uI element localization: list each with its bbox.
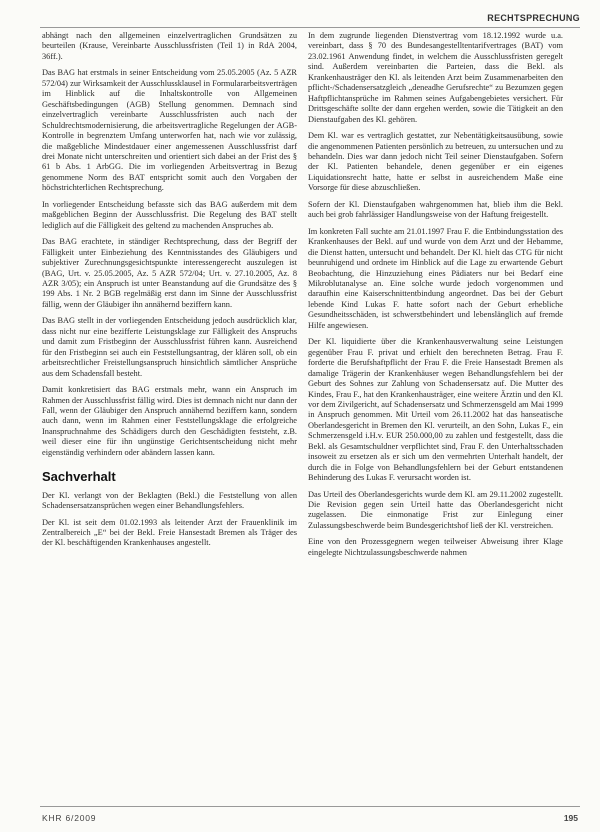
body-paragraph: Sofern der Kl. Dienstaufgaben wahrgenommen hat, blieb ihm die Bekl. auch bei grob fahrlässiger Handlungsweise von der Haftung freigestellt. <box>308 199 563 220</box>
left-column <box>42 31 297 549</box>
page-header <box>0 0 600 30</box>
body-paragraph: Dem Kl. war es vertraglich gestattet, zur Nebentätigkeitsausübung, sowie die angenommenen Patienten persönlich zu betreuen, zu untersuchen und zu behandeln. Dies war dann jedoch nicht Teil seiner Dienstaufgaben. Sofern der Kl. Patienten behandele, denen gegenüber er ein eigenes Liquidationsrecht hatte, hatte er selbst in ausreichendem Maße eine Vorsorge für diese abzuschließen. <box>308 131 563 193</box>
body-paragraph: abhängt nach den allgemeinen einzelvertraglichen Grundsätzen zu beurteilen (Krause, Vereinbarte Ausschlussfristen (Teil 1) in RdA 2004, 36ff.). <box>42 31 297 61</box>
section-heading: Sachverhalt <box>42 469 116 485</box>
journal-issue: KHR 6/2009 <box>42 813 97 823</box>
footer-rule <box>40 806 580 807</box>
body-paragraph: Im konkreten Fall suchte am 21.01.1997 Frau F. die Entbindungsstation des Krankenhauses der Bekl. auf und wurde von dem Arzt und der Hebamme, die Dienst hatten, untersucht und behandelt. Der Kl. hielt das CTG für nicht beunruhigend und ordnete im Hinblick auf die Lage zu erwartende Geburt Beobachtung, die Hinzuziehung eines Pädiaters nur bei Bedarf eine Mikroblutanalyse an. Eine solche wurde jedoch vorgenommen und daraufhin eine Kaiserschnittentbindung angeordnet. Das bei der Geburt lebende Kind Lukas F. hatte sofort nach der Geburt erhebliche Gesundheitsschäden, ist schwerstbehindert und lebenslänglich auf fremde Hilfe angewiesen. <box>308 226 563 330</box>
body-paragraph: Damit konkretisiert das BAG erstmals mehr, wann ein Anspruch im Rahmen der Ausschlussfrist fällig wird. Dies ist demnach nicht nur dann der Fall, wenn der Gläubiger den Anspruch annähernd beziffern kann, sondern auch dann, wenn im Rahmen einer Feststellungsklage die erfolgreiche Inanspruchnahme des Schädigers durch den Geschädigten feststeht, z.B. weil dieser eine für ihn ungünstige Gerichtsentscheidung nicht mehr eigenständig verhindern oder abändern lassen kann. <box>42 385 297 457</box>
body-paragraph: Das BAG erachtete, in ständiger Rechtsprechung, dass der Begriff der Fälligkeit unter Einbeziehung des Kenntnisstandes des Gläubigers und subjektiver Zurechnungsgesichtspunkte interessengerecht auszulegen ist (BAG, Urt. v. 25.05.2005, Az. 5 AZR 572/04; Urt. v. 27.10.2005, Az. 8 AZR 3/05); ein Anspruch ist unter Beanstandung auf die Grundsätze des § 199 Abs. 1 Nr. 2 BGB regelmäßig erst dann im Sinne der Ausschlussfrist fällig, wenn der Gläubiger ihn annähernd beziffern kann. <box>42 237 297 309</box>
body-paragraph: In vorliegender Entscheidung befasste sich das BAG außerdem mit dem maßgeblichen Beginn der Ausschlussfrist. Die Regelung des BAT stellt lediglich auf die Fälligkeit des geltend zu machenden Anspruches ab. <box>42 199 297 230</box>
page-number: 195 <box>563 813 578 823</box>
body-paragraph: Eine von den Prozessgegnern wegen teilweiser Abweisung ihrer Klage eingelegte Nichtzulassungsbeschwerde nahmen <box>308 537 563 557</box>
body-paragraph: In dem zugrunde liegenden Dienstvertrag vom 18.12.1992 wurde u.a. vereinbart, dass § 70 des Bundesangestelltentarifvertrages (BAT) vom 23.02.1961 Anwendung findet, in welchem die Ausschlussfristen geregelt sind. Außerdem vereinbarten die Parteien, dass die Bekl. als Krankenhausträger den Kl. als leitenden Arzt beim Zusammenarbeiten den pflicht-/Schadensersatzgleich „deneadhe Gerufsrechte“ zu Bezumzen gegen Haftpflichtansprüche im Rahmen seines Aufgabengebietes versichert. Für Drittsgeschäfte sollte der dann ergehen werden, sowie die Tätigkeit an den Dienstaufgaben des Kl. gehören. <box>308 31 563 124</box>
header-rule <box>40 27 580 28</box>
right-column <box>308 31 563 558</box>
page-footer <box>40 800 580 832</box>
body-paragraph: Der Kl. verlangt von der Beklagten (Bekl.) die Feststellung von allen Schadensersatzansprüchen wegen einer Behandlungsfehlers. <box>42 490 297 511</box>
body-paragraph: Der Kl. liquidierte über die Krankenhausverwaltung seine Leistungen gegenüber Frau F. privat und erhielt den berechneten Betrag. Frau F. forderte die Berufshaftpflicht der Frau F. die Freie Hansestadt Bremen als damalige Trägerin der Krankenhäuser wegen Behandlungsfehlern bei der Geburt des Sohnes zur Zahlung von Schadensersatz auf. Die Mutter des Kindes, Frau F., hat den Krankenhausträger, eine weitere Ärztin und den Kl. vor dem Zivilgericht, auf Schadensersatz und Schmerzensgeld am Mai 1999 in Anspruch genommen. Mit Urteil vom 26.11.2002 hat das hanseatische Oberlandesgericht in Bremen den Kl. verurteilt, an den Sohn, Lukas F., ein Schmerzensgeld i.H.v. EUR 250.000,00 zu zahlen und festgestellt, dass die Bekl. als Gesamtschuldner verpflichtet sind, Frau F. den Unterhaltsschaden insoweit zu ersetzen als er sich um den vermehrten Unterhalt handelt, der durch die in Folge von Behandlungsfehlern bei der Geburt entstandenen Behinderung des Lukas F. verursacht worden ist. <box>308 337 563 483</box>
body-paragraph: Das BAG hat erstmals in seiner Entscheidung vom 25.05.2005 (Az. 5 AZR 572/04) zur Wirksamkeit der Ausschlussklausel in Formulararbeitsverträgen im Hinblick auf die Inhaltskontrolle von Allgemeinen Geschäftsbedingungen (AGB) Stellung genommen. Demnach sind einzelvertraglich vereinbarte Ausschlussfristen auch nach der Schuldrechtsmodernisierung, die arbeitsvertragliche Regelungen der AGB-Kontrolle in begrenztem Umfang unterworfen hat, nach wie vor zulässig, die maßgebliche Mindestdauer einer angemessenen Ausschlussfrist darf drei Monate nicht unterschreiten und orientiert sich dabei an der Frist des § 61 b Abs. 1 ArbGG. Die im vorliegenden Arbeitsvertrag in Bezug genommene Norm des BAT entspricht somit auch den Vorgaben der höchstrichterlichen Rechtsprechung. <box>42 68 297 193</box>
body-paragraph: Der Kl. ist seit dem 01.02.1993 als leitender Arzt der Frauenklinik im Zentralbereich „E“ bei der Bekl. Freie Hansestadt Bremen als Träger des der Kl. beschäftigenden Krankenhauses angestellt. <box>42 517 297 548</box>
body-paragraph: Das BAG stellt in der vorliegenden Entscheidung jedoch ausdrücklich klar, dass nicht nur eine bezifferte Leistungsklage zur Fälligkeit des Anspruchs und damit zum Fristbeginn der Ausschlussfrist führen kann. Ausreichend für den Fristbeginn sei auch ein Feststellungsantrag, der klären soll, ob ein arbeitsrechtlicher Freistellungsanspruch hinsichtlich sämtlicher Ansprüche aus dem Schadensfall besteht. <box>42 316 297 378</box>
running-header-title: RECHTSPRECHUNG <box>487 13 580 23</box>
body-paragraph: Das Urteil des Oberlandesgerichts wurde dem Kl. am 29.11.2002 zugestellt. Die Revision gegen sein Urteil hatte das Oberlandesgericht nicht zugelassen. Die einmonatige Frist zur Einlegung einer Zulassungsbeschwerde beim Bundesgerichtshof ließ der Kl. verstreichen. <box>308 489 563 530</box>
